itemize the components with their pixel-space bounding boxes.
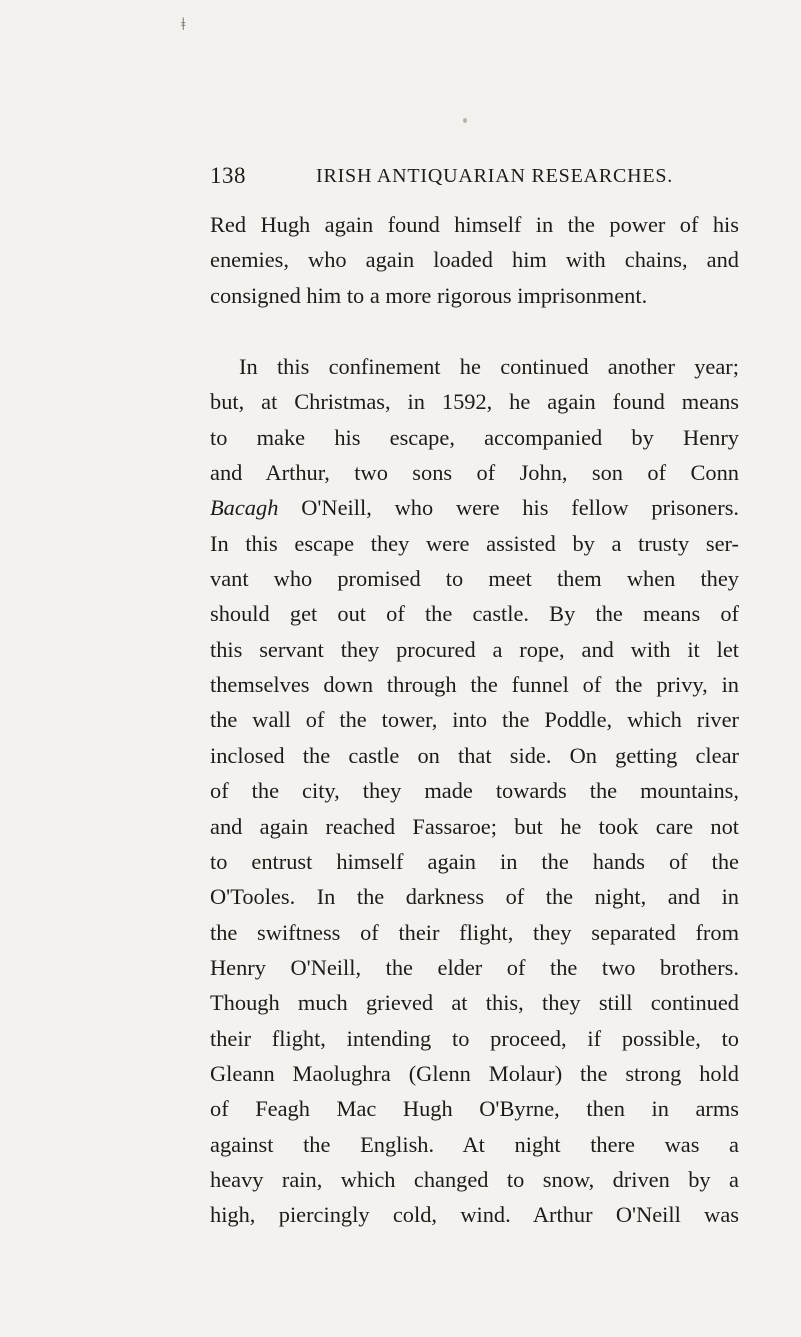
text-line: inclosed the castle on that side. On getting clear [210, 742, 739, 768]
italic-name: Bacagh [210, 495, 279, 521]
scan-mark: ǂ [181, 14, 186, 34]
text-line: In this confinement he continued another year; [239, 354, 739, 380]
paragraph-2 [210, 349, 739, 1233]
text-line: and Arthur, two sons of John, son of Conn [210, 460, 739, 486]
text-line: heavy rain, which changed to snow, driven by a [210, 1166, 739, 1192]
text-line: enemies, who again loaded him with chains, and [210, 247, 739, 273]
text-line: the wall of the tower, into the Poddle, which river [210, 707, 739, 733]
text-line: Henry O'Neill, the elder of the two brothers. [210, 954, 739, 980]
running-head: IRISH ANTIQUARIAN RESEARCHES. [316, 165, 674, 187]
paragraph-1 [210, 207, 739, 313]
body-text [210, 207, 739, 1233]
text-line: themselves down through the funnel of the privy, in [210, 672, 739, 698]
text-line: Gleann Maolughra (Glenn Molaur) the strong hold [210, 1060, 739, 1086]
text-line: O'Tooles. In the darkness of the night, and in [210, 884, 739, 910]
text-line: to entrust himself again in the hands of the [210, 848, 739, 874]
text-line: consigned him to a more rigorous imprisonment. [210, 282, 648, 308]
page-number: 138 [210, 163, 246, 188]
text-line: high, piercingly cold, wind. Arthur O'Neill was [210, 1202, 739, 1228]
text-line: Red Hugh again found himself in the power of his [210, 212, 739, 237]
text-line: but, at Christmas, in 1592, he again found means [210, 389, 739, 415]
speck-mark [463, 118, 467, 123]
text-line: and again reached Fassaroe; but he took care not [210, 813, 739, 839]
text-line: Though much grieved at this, they still continued [210, 990, 739, 1016]
text-line [210, 490, 739, 525]
text-line: vant who promised to meet them when they [210, 566, 739, 592]
page-header [210, 163, 680, 193]
paragraph-gap [210, 313, 739, 349]
text-line: their flight, intending to proceed, if possible, to [210, 1025, 739, 1051]
text-span: O'Neill, who were his fellow prisoners. [278, 495, 739, 521]
text-line: In this escape they were assisted by a trusty ser- [210, 530, 739, 556]
text-line: to make his escape, accompanied by Henry [210, 424, 739, 450]
text-line: this servant they procured a rope, and with it let [210, 636, 739, 662]
text-line: against the English. At night there was a [210, 1131, 739, 1157]
text-line: of Feagh Mac Hugh O'Byrne, then in arms [210, 1096, 739, 1122]
text-line: should get out of the castle. By the means of [210, 601, 739, 627]
text-line: of the city, they made towards the mountains, [210, 778, 739, 804]
text-line: the swiftness of their flight, they separated from [210, 919, 739, 945]
